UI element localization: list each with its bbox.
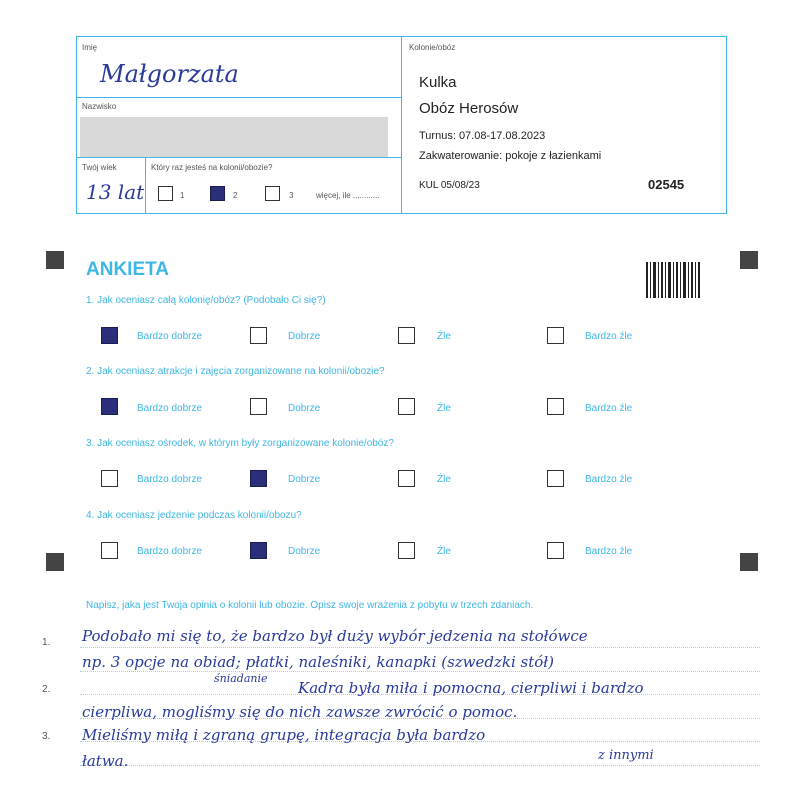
option-label: Dobrze: [288, 331, 321, 342]
option-label: Bardzo dobrze: [137, 474, 203, 485]
registration-marker: [46, 251, 64, 269]
header-divider: [401, 36, 402, 214]
registration-marker: [740, 251, 758, 269]
kolonie-name: Kulka: [419, 74, 457, 91]
writing-line: [80, 671, 760, 672]
q3-checkbox-dobrze[interactable]: [250, 470, 267, 487]
wiek-label: Twój wiek: [82, 163, 117, 172]
imie-value: Małgorzata: [100, 60, 239, 88]
option-label: Dobrze: [288, 474, 321, 485]
q4-checkbox-zle[interactable]: [398, 542, 415, 559]
zakwaterowanie: Zakwaterowanie: pokoje z łazienkami: [419, 150, 602, 162]
q2-checkbox-bardzo-zle[interactable]: [547, 398, 564, 415]
line-number: 3.: [42, 731, 51, 742]
ktory-raz-checkbox-1[interactable]: [158, 186, 173, 201]
option-label: Bardzo dobrze: [137, 331, 203, 342]
q2-checkbox-bardzo-dobrze[interactable]: [101, 398, 118, 415]
wiek-value: 13 lat: [86, 180, 145, 204]
registration-marker: [740, 553, 758, 571]
option-label: Źle: [437, 474, 451, 485]
option-label: Źle: [437, 403, 451, 414]
survey-title: ANKIETA: [86, 259, 170, 280]
line-number: 2.: [42, 684, 51, 695]
option-label: Bardzo źle: [585, 331, 633, 342]
question-4: 4. Jak oceniasz jedzenie podczas kolonii/obozu?: [86, 510, 302, 521]
header-col-line: [145, 157, 146, 214]
q1-checkbox-bardzo-zle[interactable]: [547, 327, 564, 344]
ktory-raz-checkbox-2[interactable]: [210, 186, 225, 201]
question-3: 3. Jak oceniasz ośrodek, w którym były zorganizowane kolonie/obóz?: [86, 438, 394, 449]
q1-checkbox-zle[interactable]: [398, 327, 415, 344]
nazwisko-label: Nazwisko: [82, 102, 117, 111]
line-number: 1.: [42, 637, 51, 648]
q4-checkbox-dobrze[interactable]: [250, 542, 267, 559]
q3-checkbox-bardzo-dobrze[interactable]: [101, 470, 118, 487]
opinion-line-6: łatwa.: [82, 752, 129, 770]
opinion-line-4: cierpliwa, mogliśmy się do nich zawsze zwrócić o pomoc.: [82, 703, 518, 721]
opinion-insertion: śniadanie: [214, 672, 268, 685]
opinion-line-5: Mieliśmy miłą i zgraną grupę, integracja była bardzo: [82, 726, 486, 744]
oboz-name: Obóz Herosów: [419, 100, 519, 117]
turnus: Turnus: 07.08-17.08.2023: [419, 130, 546, 142]
kul-code: KUL 05/08/23: [419, 180, 480, 191]
ktory-raz-checkbox-3[interactable]: [265, 186, 280, 201]
opinion-insertion: z innymi: [598, 748, 654, 763]
header-row-line: [76, 157, 401, 158]
option-label: Dobrze: [288, 403, 321, 414]
opinion-line-2: np. 3 opcje na obiad; płatki, naleśniki, kanapki (szwedzki stół): [82, 653, 555, 671]
q2-checkbox-dobrze[interactable]: [250, 398, 267, 415]
option-label: Bardzo dobrze: [137, 403, 203, 414]
option-label: Dobrze: [288, 546, 321, 557]
header-row-line: [76, 97, 401, 98]
q3-checkbox-zle[interactable]: [398, 470, 415, 487]
ktory-raz-option: 1: [180, 191, 185, 200]
option-label: Bardzo dobrze: [137, 546, 203, 557]
option-label: Źle: [437, 331, 451, 342]
kolonie-label: Kolonie/obóz: [409, 43, 456, 52]
q1-checkbox-bardzo-dobrze[interactable]: [101, 327, 118, 344]
option-label: Źle: [437, 546, 451, 557]
ktory-raz-option: więcej, ile ............: [316, 191, 380, 200]
form-number: 02545: [648, 177, 685, 192]
opinion-line-1: Podobało mi się to, że bardzo był duży wybór jedzenia na stołówce: [82, 627, 588, 645]
option-label: Bardzo źle: [585, 403, 633, 414]
registration-marker: [46, 553, 64, 571]
opinion-line-3: Kadra była miła i pomocna, cierpliwi i bardzo: [298, 679, 644, 697]
q4-checkbox-bardzo-dobrze[interactable]: [101, 542, 118, 559]
question-2: 2. Jak oceniasz atrakcje i zajęcia zorganizowane na kolonii/obozie?: [86, 366, 385, 377]
ktory-raz-option: 2: [233, 191, 238, 200]
nazwisko-redacted: [80, 117, 388, 157]
writing-line: [80, 765, 760, 766]
barcode-icon: [646, 262, 700, 298]
ktory-raz-label: Który raz jesteś na kolonii/obozie?: [151, 163, 273, 172]
ktory-raz-option: 3: [289, 191, 294, 200]
opinion-prompt: Napisz, jaka jest Twoja opinia o kolonii lub obozie. Opisz swoje wrażenia z pobytu w trzech zdaniach.: [86, 600, 534, 611]
imie-label: Imię: [82, 43, 98, 52]
q2-checkbox-zle[interactable]: [398, 398, 415, 415]
q4-checkbox-bardzo-zle[interactable]: [547, 542, 564, 559]
q3-checkbox-bardzo-zle[interactable]: [547, 470, 564, 487]
q1-checkbox-dobrze[interactable]: [250, 327, 267, 344]
option-label: Bardzo źle: [585, 474, 633, 485]
option-label: Bardzo źle: [585, 546, 633, 557]
writing-line: [80, 647, 760, 648]
question-1: 1. Jak oceniasz całą kolonię/obóz? (Podobało Ci się?): [86, 295, 326, 306]
